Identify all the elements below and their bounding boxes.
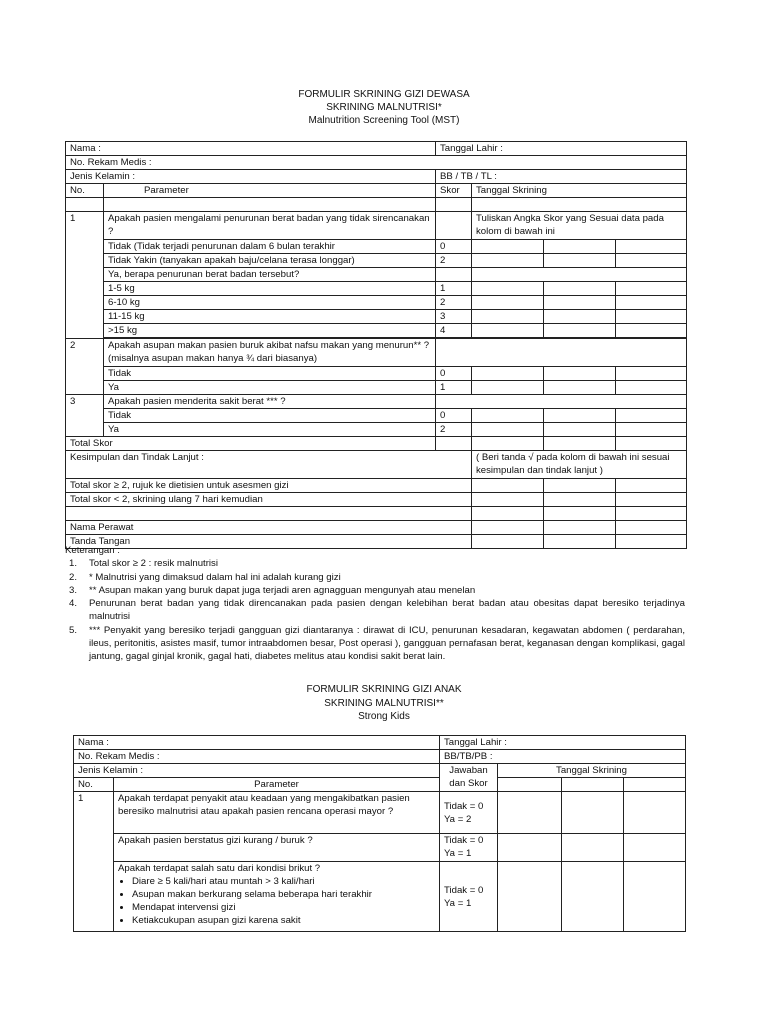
score-cell[interactable] [472, 423, 544, 437]
score-cell[interactable] [472, 310, 544, 324]
check-cell[interactable] [472, 479, 544, 493]
score-cell[interactable] [544, 409, 616, 423]
empty-cell [498, 778, 562, 792]
q1-option-11-15kg-score: 3 [436, 310, 472, 324]
q1-option-tidak-score: 0 [436, 240, 472, 254]
q3-option-ya-score: 2 [436, 423, 472, 437]
child-tanggal-lahir-field[interactable]: Tanggal Lahir : [440, 736, 686, 750]
child-jawaban-header [440, 764, 498, 792]
keterangan-heading: Keterangan : [65, 545, 120, 556]
perawat-cell[interactable] [616, 521, 687, 535]
note-item [65, 597, 685, 624]
check-cell[interactable] [544, 493, 616, 507]
child-q1-answer: Tidak = 0 Ya = 2 [440, 792, 498, 834]
note-text: Penurunan berat badan yang tidak direncanakan pada pasien dengan kelebihan berat badan atau obesitas dapat beresiko terjadinya malnutrisi [89, 598, 685, 623]
score-cell[interactable] [616, 296, 687, 310]
score-cell[interactable] [472, 409, 544, 423]
dan-skor-label: dan Skor [449, 778, 488, 789]
score-cell[interactable] [472, 367, 544, 381]
child-bb-tb-pb-field[interactable]: BB/TB/PB : [440, 750, 686, 764]
kesimpulan-label: Kesimpulan dan Tindak Lanjut : [66, 451, 472, 479]
adult-screening-table [65, 141, 687, 549]
score-cell[interactable] [624, 792, 686, 834]
empty-cell [562, 778, 624, 792]
kesimpulan-instruction: ( Beri tanda √ pada kolom di bawah ini sesuai kesimpulan dan tindak lanjut ) [472, 451, 687, 479]
child-q3-bullet: • Ketiakcukupan asupan gizi karena sakit [132, 914, 435, 927]
score-cell[interactable] [544, 381, 616, 395]
col-tanggal-header: Tanggal Skrining [472, 184, 687, 198]
child-q3-text: Apakah terdapat salah satu dari kondisi brikut ? [118, 863, 321, 874]
score-cell[interactable] [616, 240, 687, 254]
note-text: Total skor ≥ 2 : resik malnutrisi [89, 558, 218, 570]
total-ge2-label: Total skor ≥ 2, rujuk ke dietisien untuk asesmen gizi [66, 479, 472, 493]
check-cell[interactable] [472, 493, 544, 507]
q3-question: Apakah pasien menderita sakit berat *** ? [104, 395, 436, 409]
empty-cell [624, 778, 686, 792]
total-cell[interactable] [544, 437, 616, 451]
note-number: 2. [69, 571, 78, 583]
empty-cell [472, 268, 687, 282]
q1-option-ya: Ya, berapa penurunan berat badan tersebut? [104, 268, 436, 282]
total-skor-label: Total Skor [66, 437, 436, 451]
child-q1-number: 1 [74, 792, 114, 932]
child-q2-answer: Tidak = 0 Ya = 1 [440, 834, 498, 862]
score-cell[interactable] [544, 324, 616, 338]
bb-tb-tl-field[interactable]: BB / TB / TL : [436, 170, 687, 184]
q1-question: Apakah pasien mengalami penurunan berat badan yang tidak sirencanakan ? [104, 212, 436, 240]
note-item [65, 624, 685, 664]
child-col-no-header: No. [74, 778, 114, 792]
child-q3-answer: Tidak = 0 Ya = 1 [440, 862, 498, 932]
q2-option-ya-score: 1 [436, 381, 472, 395]
q1-option-1-5kg: 1-5 kg [104, 282, 436, 296]
score-cell[interactable] [472, 254, 544, 268]
q2-number: 2 [66, 339, 104, 395]
empty-cell [616, 507, 687, 521]
empty-cell [544, 507, 616, 521]
jawaban-label: Jawaban [449, 765, 488, 776]
check-cell[interactable] [544, 479, 616, 493]
score-cell[interactable] [624, 862, 686, 932]
empty-cell [104, 198, 436, 212]
adult-title-2: SKRINING MALNUTRISI* [326, 102, 442, 113]
q1-option-1-5kg-score: 1 [436, 282, 472, 296]
score-cell[interactable] [544, 423, 616, 437]
q2-option-ya: Ya [104, 381, 436, 395]
score-cell[interactable] [472, 296, 544, 310]
child-q1-question: Apakah terdapat penyakit atau keadaan yang mengakibatkan pasien beresiko malnutrisi atau apakah pasien rencana operasi mayor ? [114, 792, 440, 834]
perawat-cell[interactable] [472, 521, 544, 535]
child-col-parameter-header: Parameter [114, 778, 440, 792]
empty-cell [436, 198, 472, 212]
score-cell[interactable] [544, 310, 616, 324]
child-tanggal-header: Tanggal Skrining [498, 764, 686, 778]
note-number: 1. [69, 558, 78, 570]
adult-title-1: FORMULIR SKRINING GIZI DEWASA [298, 89, 470, 100]
empty-cell [472, 507, 544, 521]
check-cell[interactable] [616, 479, 687, 493]
note-text: *** Penyakit yang beresiko terjadi gangguan gizi diantaranya : dirawat di ICU, penurunan kesadaran, kegawatan abdomen ( perdarahan, ileus, peritonitis, asistes masif, tumor intraabdomen besar, Post operasi ), gangguan pernafasan berat, keganasan dengan komplikasi, gagal jantung, gagal ginjal kronik, gagal hati, diabetes melitus atau kondisi sakit berat lain. [89, 624, 685, 663]
score-cell[interactable] [616, 367, 687, 381]
score-cell[interactable] [562, 862, 624, 932]
score-cell[interactable] [498, 834, 562, 862]
col-no-header: No. [66, 184, 104, 198]
score-cell[interactable] [616, 409, 687, 423]
q1-option-6-10kg: 6-10 kg [104, 296, 436, 310]
rekam-medis-field[interactable]: No. Rekam Medis : [66, 156, 687, 170]
note-text: ** Asupan makan yang buruk dapat juga terjadi aren agnagguan mengunyah atau menelan [89, 584, 476, 596]
note-number: 4. [69, 598, 78, 610]
empty-cell [436, 268, 472, 282]
score-cell[interactable] [616, 423, 687, 437]
q1-number: 1 [66, 212, 104, 339]
nama-field[interactable]: Nama : [66, 142, 436, 156]
score-cell[interactable] [624, 834, 686, 862]
perawat-cell[interactable] [544, 521, 616, 535]
score-cell[interactable] [544, 254, 616, 268]
q3-option-tidak: Tidak [104, 409, 436, 423]
child-title-1: FORMULIR SKRINING GIZI ANAK [306, 684, 462, 695]
score-cell[interactable] [472, 381, 544, 395]
empty-cell [436, 339, 687, 367]
jenis-kelamin-field[interactable]: Jenis Kelamin : [66, 170, 436, 184]
child-q3-bullet: • Asupan makan berkurang selama beberapa hari terakhir [132, 888, 435, 901]
score-cell[interactable] [544, 282, 616, 296]
score-cell[interactable] [498, 862, 562, 932]
q3-option-ya: Ya [104, 423, 436, 437]
col-skor-header: Skor [436, 184, 472, 198]
child-q2-question: Apakah pasien berstatus gizi kurang / buruk ? [114, 834, 440, 862]
child-title-2: SKRINING MALNUTRISI** [324, 698, 444, 709]
check-cell[interactable] [616, 493, 687, 507]
q1-instruction: Tuliskan Angka Skor yang Sesuai data pada kolom di bawah ini [472, 212, 687, 240]
q2-option-tidak: Tidak [104, 367, 436, 381]
total-cell[interactable] [616, 437, 687, 451]
empty-cell [436, 212, 472, 240]
q1-option-6-10kg-score: 2 [436, 296, 472, 310]
q1-option-15kg: >15 kg [104, 324, 436, 338]
q1-option-tidak: Tidak (Tidak terjadi penurunan dalam 6 bulan terakhir [104, 240, 436, 254]
keterangan-section [65, 544, 685, 664]
score-cell[interactable] [544, 240, 616, 254]
child-screening-table [73, 735, 686, 932]
score-cell[interactable] [544, 367, 616, 381]
score-cell[interactable] [472, 240, 544, 254]
child-q3-list [118, 875, 435, 927]
note-number: 5. [69, 624, 78, 636]
col-parameter-header: Parameter [104, 184, 436, 198]
score-cell[interactable] [562, 792, 624, 834]
score-cell[interactable] [472, 282, 544, 296]
child-rekam-medis-field[interactable]: No. Rekam Medis : [74, 750, 440, 764]
nama-perawat-label: Nama Perawat [66, 521, 472, 535]
total-cell[interactable] [472, 437, 544, 451]
score-cell[interactable] [562, 834, 624, 862]
empty-cell [436, 437, 472, 451]
q2-option-tidak-score: 0 [436, 367, 472, 381]
child-title-3: Strong Kids [358, 711, 410, 722]
child-jenis-kelamin-field[interactable]: Jenis Kelamin : [74, 764, 440, 778]
adult-title-3: Malnutrition Screening Tool (MST) [308, 115, 460, 126]
child-q3-bullet: • Diare ≥ 5 kali/hari atau muntah > 3 kali/hari [132, 875, 435, 888]
q1-option-tidak-yakin-score: 2 [436, 254, 472, 268]
score-cell[interactable] [616, 324, 687, 338]
note-text: * Malnutrisi yang dimaksud dalam hal ini adalah kurang gizi [89, 571, 341, 583]
score-cell[interactable] [472, 324, 544, 338]
score-cell[interactable] [616, 310, 687, 324]
score-cell[interactable] [616, 254, 687, 268]
q1-option-11-15kg: 11-15 kg [104, 310, 436, 324]
empty-cell [436, 395, 687, 409]
note-item [65, 584, 685, 597]
empty-cell [472, 198, 687, 212]
note-number: 3. [69, 584, 78, 596]
empty-cell [66, 198, 104, 212]
score-cell[interactable] [544, 296, 616, 310]
score-cell[interactable] [498, 792, 562, 834]
tanda-tangan-label: Tanda Tangan [66, 535, 472, 549]
empty-cell [66, 507, 472, 521]
q1-option-15kg-score: 4 [436, 324, 472, 338]
q3-number: 3 [66, 395, 104, 437]
child-nama-field[interactable]: Nama : [74, 736, 440, 750]
child-q3-bullet: • Mendapat intervensi gizi [132, 901, 435, 914]
score-cell[interactable] [616, 381, 687, 395]
note-item [65, 557, 685, 570]
q3-option-tidak-score: 0 [436, 409, 472, 423]
score-cell[interactable] [616, 282, 687, 296]
child-q3-question [114, 862, 440, 932]
total-lt2-label: Total skor < 2, skrining ulang 7 hari kemudian [66, 493, 472, 507]
q1-option-tidak-yakin: Tidak Yakin (tanyakan apakah baju/celana terasa longgar) [104, 254, 436, 268]
q2-question: Apakah asupan makan pasien buruk akibat nafsu makan yang menurun** ? (misalnya asupan makan hanya ¾ dari biasanya) [104, 339, 436, 367]
note-item [65, 571, 685, 584]
tanggal-lahir-field[interactable]: Tanggal Lahir : [436, 142, 687, 156]
